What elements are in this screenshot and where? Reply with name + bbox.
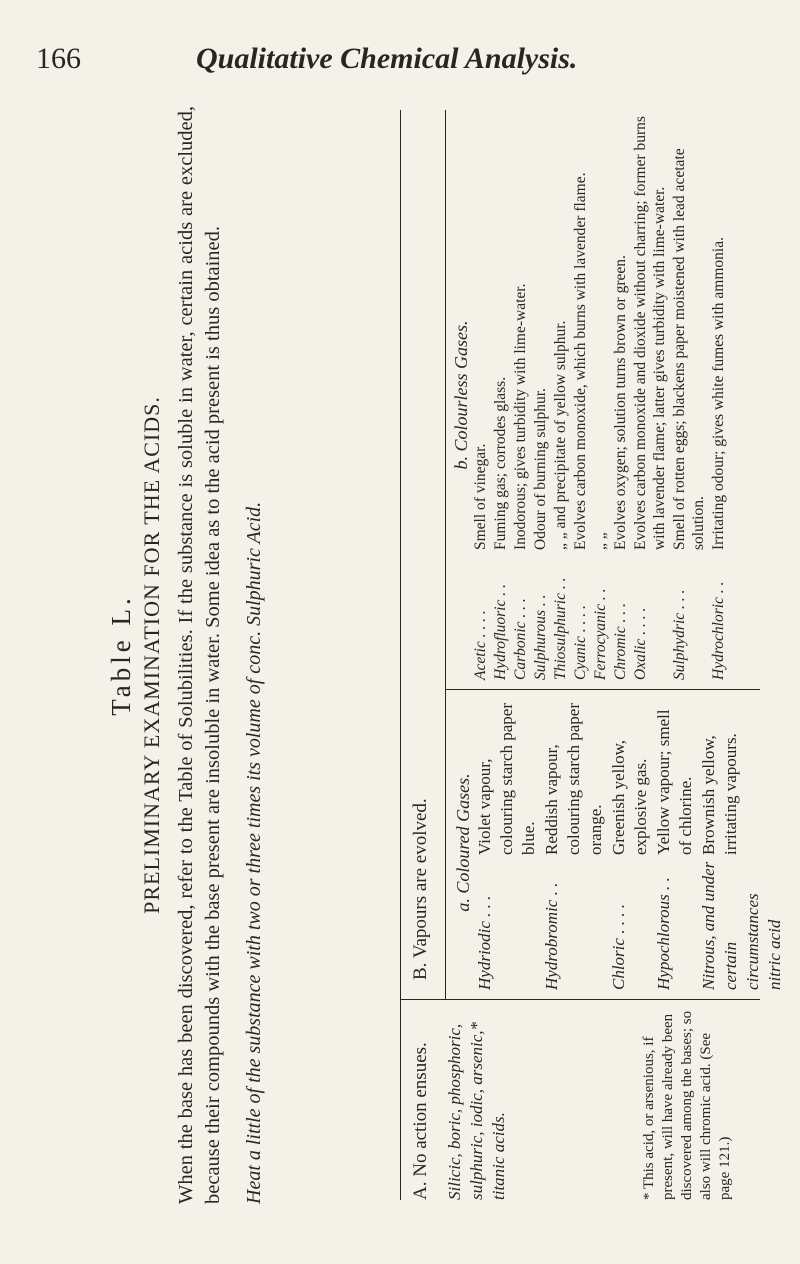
acid-name: Chromic . . . (612, 603, 629, 680)
acid-description: Inodorous; gives turbidity with lime-water. (512, 283, 529, 550)
heat-instruction: Heat a little of the substance with two or three times its volume of conc. Sulphuric Acid. (243, 501, 265, 1204)
column-b-heading: B. Vapours are evolved. (410, 798, 431, 980)
acid-description: Violet vapour, colouring starch paper blue. (475, 703, 538, 855)
table-row (551, 110, 570, 680)
table-row (698, 695, 786, 990)
footnote-text: * This acid, or arsenious, if present, will have already been discovered among the bases; so also will chromic acid. (See page 121.) (641, 1010, 733, 1200)
table-label: Table L. (106, 594, 136, 716)
acid-description: Brownish yellow, irritating vapours. (699, 733, 740, 855)
colourless-gases (452, 110, 729, 680)
acid-description: Smell of rotten eggs; blackens paper moistened with lead acetate solution. (671, 148, 707, 550)
acid-name: Cyanic . . . . (572, 605, 589, 680)
table-row (611, 110, 630, 680)
acid-name: Hypochlorous . . (654, 877, 673, 990)
rotated-table (100, 100, 784, 1210)
acid-name: Carbonic . . . (512, 598, 529, 680)
column-a-acids: Silicic, boric, phosphoric, sulphuric, iodic, arsenic,* titanic acids. (445, 1021, 508, 1200)
acid-name: Nitrous, and under certain circumstances nitric acid (699, 861, 784, 990)
intro-paragraph: When the base has been discovered, refer to the Table of Solubilities. If the substance is soluble in water, certain acids are excluded, because their compounds with the base present are insoluble in water. Some idea as to the acid present is thus obtained. (175, 106, 224, 1204)
acid-description: Odour of burning sulphur. (532, 388, 549, 550)
acid-description: Evolves carbon monoxide, which burns with lavender flame. (572, 172, 589, 550)
acid-description: Smell of vinegar. (472, 443, 489, 550)
table-row (541, 695, 607, 990)
table-row (608, 695, 652, 990)
divider-b-top (445, 110, 446, 1000)
acid-description: Evolves carbon monoxide and dioxide without charring; former burns with lavender flame; latter gives turbidity with lime-water. (632, 116, 668, 550)
table-row (653, 695, 697, 990)
page-header (36, 42, 756, 102)
acid-description: Reddish vapour, colouring starch paper orange. (542, 703, 605, 855)
colourless-subheading: b. Colourless Gases. (451, 320, 471, 470)
table-row (591, 110, 610, 680)
table-row (631, 110, 669, 680)
divider-coloured-colourless (445, 689, 760, 690)
acid-name: Oxalic . . . . (632, 607, 649, 680)
coloured-subheading: a. Coloured Gases. (453, 773, 473, 912)
divider-ab (400, 999, 760, 1000)
acid-description: Evolves oxygen; solution turns brown or green. (612, 255, 629, 550)
divider-top (400, 110, 401, 1200)
table-row (670, 110, 708, 680)
acid-name: Hydriodic . . . (475, 895, 494, 990)
acid-description: Greenish yellow, explosive gas. (609, 739, 650, 855)
acid-description: Irritating odour; gives white fumes with ammonia. (710, 237, 727, 550)
acid-name: Acetic . . . . (472, 610, 489, 680)
acid-name: Ferrocyanic . . (592, 588, 609, 680)
acid-description: Fuming gas; corrodes glass. (492, 376, 509, 550)
table-row (471, 110, 490, 680)
table-row (531, 110, 550, 680)
acid-description: Yellow vapour; smell of chlorine. (654, 709, 695, 855)
footnote (640, 1010, 735, 1200)
acid-name: Hydrobromic . . (542, 882, 561, 990)
table-row (491, 110, 510, 680)
table-title: PRELIMINARY EXAMINATION FOR THE ACIDS. (139, 396, 164, 914)
acid-name: Hydrochloric . . (710, 581, 727, 680)
coloured-gases (452, 695, 787, 990)
acid-name: Thiosulphuric . . (552, 577, 569, 680)
acid-name: Chloric . . . . (609, 904, 628, 990)
column-a (410, 1010, 510, 1200)
acid-name: Sulphydric . . . (671, 589, 688, 680)
acid-name: Hydrofluoric . . (492, 584, 509, 680)
table-row (511, 110, 530, 680)
acid-name: Sulphurous . . (532, 594, 549, 680)
acid-description: „ „ (592, 532, 609, 550)
column-a-heading: A. No action ensues. (410, 1042, 431, 1200)
page-number: 166 (36, 42, 81, 75)
table-row (571, 110, 590, 680)
running-title: Qualitative Chemical Analysis. (196, 42, 578, 75)
acid-description: „ „ and precipitate of yellow sulphur. (552, 320, 569, 550)
table-row (709, 110, 728, 680)
table-row (474, 695, 540, 990)
